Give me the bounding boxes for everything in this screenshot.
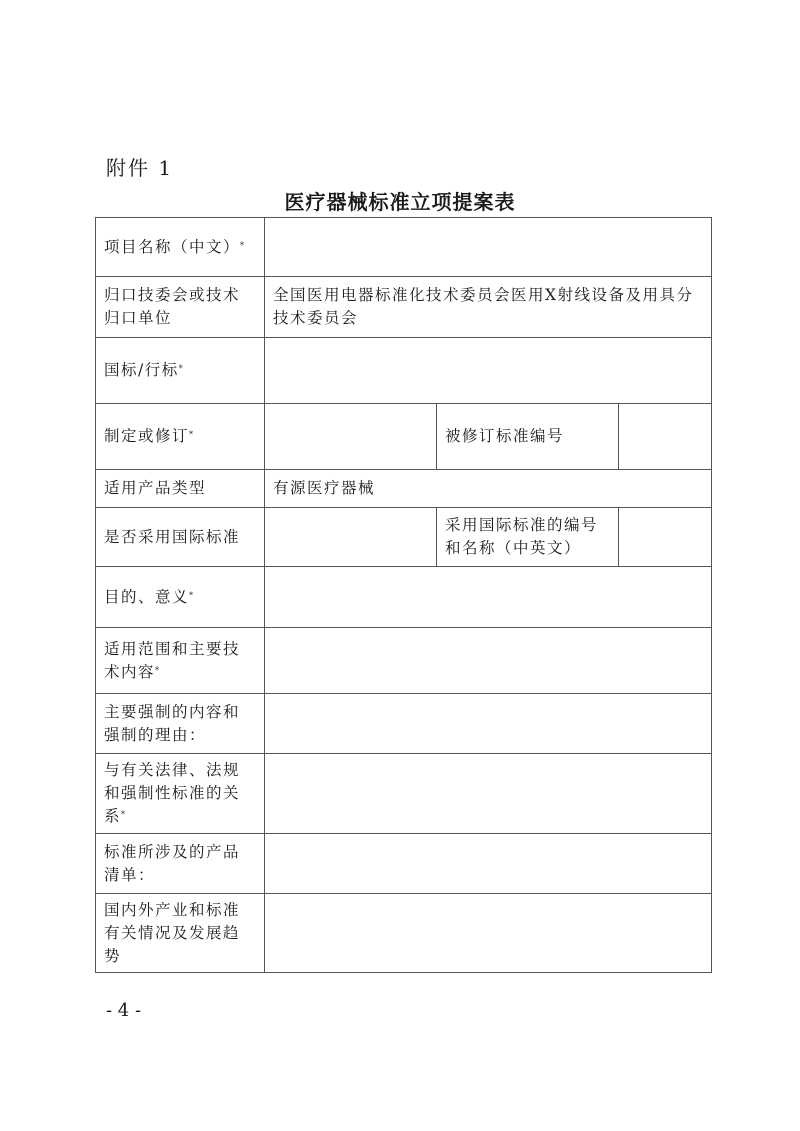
field-mandatory[interactable] (265, 694, 711, 753)
row-standard-type (96, 337, 711, 403)
page-number: - 4 - (106, 1000, 142, 1021)
row-scope (96, 627, 711, 693)
label-standard-type: 国标/行标* (96, 338, 265, 403)
label-product-type: 适用产品类型 (96, 470, 265, 507)
row-product-list (96, 833, 711, 893)
row-purpose (96, 566, 711, 627)
field-revised-standard-number[interactable] (619, 404, 711, 469)
required-mark: * (155, 665, 161, 675)
row-project-name (96, 218, 711, 276)
required-mark: * (240, 240, 246, 250)
attachment-label: 附件 1 (106, 156, 174, 180)
label-revision: 制定或修订* (96, 404, 265, 469)
required-mark: * (189, 430, 195, 439)
field-industry[interactable] (265, 894, 711, 972)
label-purpose: 目的、意义* (96, 567, 265, 627)
label-mandatory: 主要强制的内容和强制的理由： (96, 694, 265, 753)
required-mark: * (189, 590, 195, 600)
required-mark: * (178, 364, 185, 373)
row-committee (96, 276, 711, 337)
row-intl-standard (96, 507, 711, 566)
label-product-list: 标准所涉及的产品清单： (96, 834, 265, 893)
label-committee: 归口技委会或技术归口单位 (96, 277, 265, 337)
field-product-type[interactable]: 有源医疗器械 (273, 479, 376, 497)
field-standard-type[interactable] (265, 338, 711, 403)
label-industry: 国内外产业和标准有关情况及发展趋势 (96, 894, 265, 972)
row-mandatory (96, 693, 711, 753)
label-relation: 与有关法律、法规和强制性标准的关系* (96, 754, 265, 833)
field-product-list[interactable] (265, 834, 711, 893)
field-intl-standard-name[interactable] (619, 508, 711, 566)
proposal-table (95, 217, 712, 973)
required-mark: * (121, 810, 127, 819)
form-title: 医疗器械标准立项提案表 (284, 190, 516, 214)
label-intl-standard: 是否采用国际标准 (96, 508, 265, 566)
row-revision (96, 403, 711, 469)
field-purpose[interactable] (265, 567, 711, 627)
row-product-type (96, 469, 711, 507)
row-industry (96, 893, 711, 972)
field-scope[interactable] (265, 628, 711, 693)
field-relation[interactable] (265, 754, 711, 833)
field-intl-standard[interactable] (265, 508, 437, 566)
field-project-name[interactable] (265, 218, 711, 276)
field-revision[interactable] (265, 404, 437, 469)
label-intl-standard-name: 采用国际标准的编号和名称（中英文） (437, 508, 619, 566)
label-project-name: 项目名称（中文）* (96, 218, 265, 276)
row-relation (96, 753, 711, 833)
label-scope: 适用范围和主要技术内容* (96, 628, 265, 693)
field-committee[interactable]: 全国医用电器标准化技术委员会医用X射线设备及用具分技术委员会 (273, 286, 694, 327)
label-revised-standard-number: 被修订标准编号 (437, 404, 619, 469)
